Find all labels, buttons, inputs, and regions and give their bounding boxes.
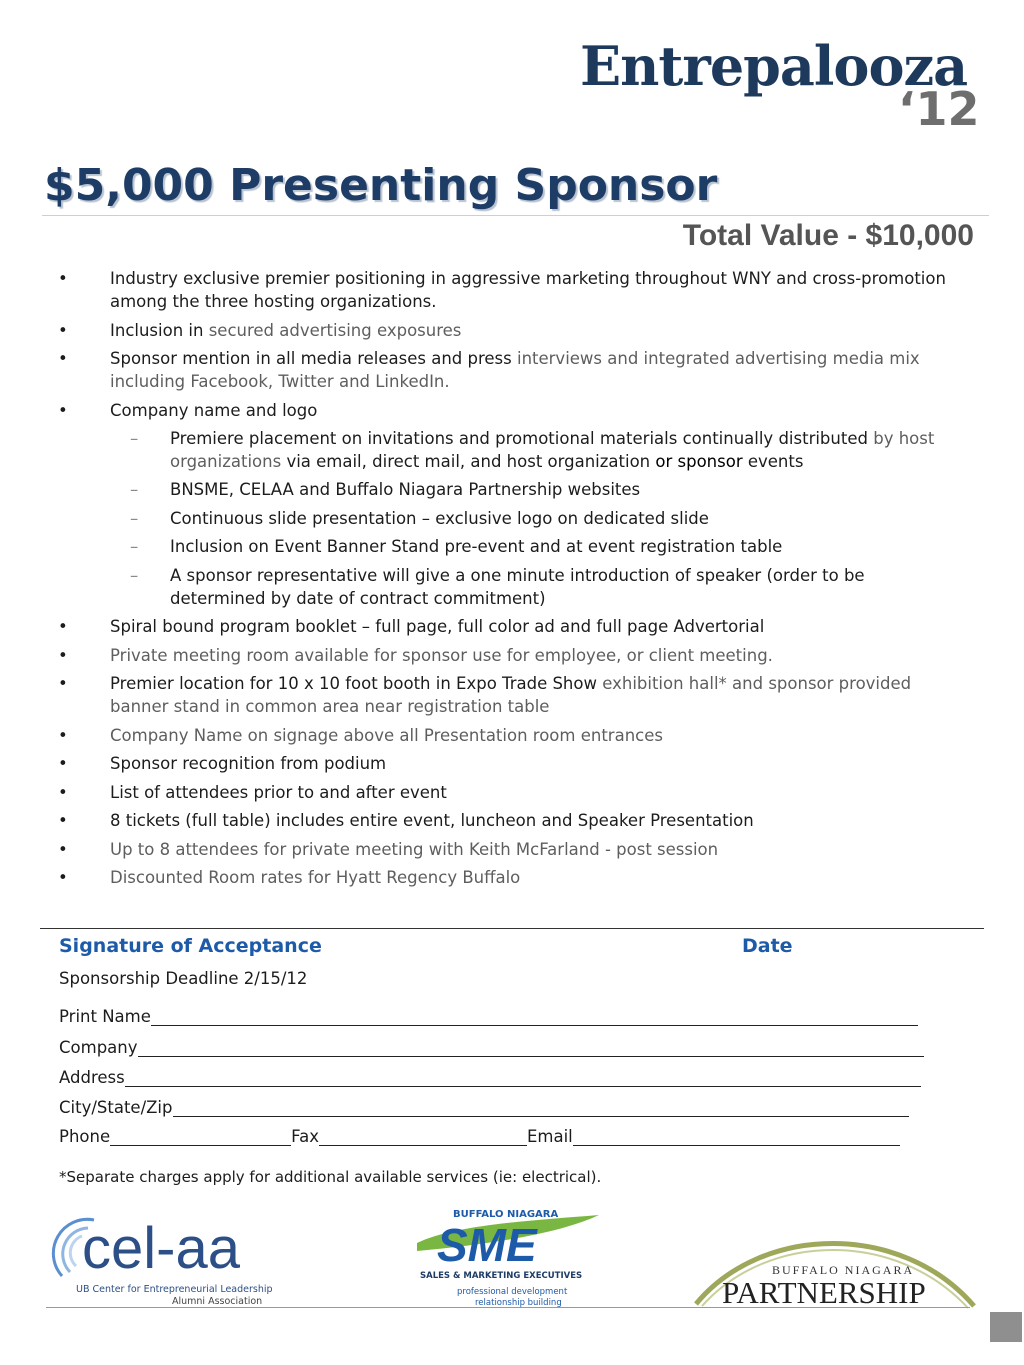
benefit-item xyxy=(58,866,958,889)
footnote: *Separate charges apply for additional available services (ie: electrical). xyxy=(59,1168,602,1186)
company-line[interactable] xyxy=(138,1038,924,1057)
benefit-text: via email, direct mail, and host organization xyxy=(286,451,656,471)
benefit-item xyxy=(58,644,958,667)
benefit-text: by host organizations xyxy=(170,428,935,471)
city-state-zip-line[interactable] xyxy=(173,1098,909,1117)
benefit-text: Industry exclusive premier positioning in aggressive marketing throughout WNY and cross-promotion among the three hosting organizations. xyxy=(110,269,946,311)
benefit-text: 8 tickets (full table) includes entire event, luncheon and Speaker Presentation xyxy=(110,811,754,830)
bullet-icon: • xyxy=(58,400,68,420)
brand-name: Entrepalooza xyxy=(580,34,968,98)
date-heading: Date xyxy=(742,935,793,957)
bullet-icon: • xyxy=(58,269,68,288)
bullet-icon: • xyxy=(58,320,68,340)
entrepalooza-logo xyxy=(580,34,1000,134)
footer-divider xyxy=(46,1307,970,1308)
dash-icon: – xyxy=(130,508,139,528)
benefit-text: Private meeting room available for sponsor use for employee, or client meeting. xyxy=(110,645,773,665)
bnp-top-text: BUFFALO NIAGARA xyxy=(772,1263,915,1277)
city-state-zip-field[interactable] xyxy=(59,1093,909,1117)
bullet-icon: • xyxy=(58,754,68,773)
benefit-text: Sponsor recognition from podium xyxy=(110,754,387,773)
celaa-name: cel-aa xyxy=(82,1216,240,1281)
benefit-item xyxy=(58,399,958,610)
sub-benefits-list xyxy=(110,427,958,610)
benefit-item xyxy=(58,615,958,638)
bullet-icon: • xyxy=(58,674,68,693)
benefit-text: Spiral bound program booklet – full page, full color ad and full page Advertorial xyxy=(110,617,765,636)
title-divider xyxy=(42,215,989,216)
bullet-icon: • xyxy=(58,645,68,665)
print-name-line[interactable] xyxy=(151,1007,918,1026)
benefit-text: Premier location for 10 x 10 foot booth in Expo Trade Show xyxy=(110,674,603,693)
brand-year: ‘12 xyxy=(898,82,980,136)
benefit-text: interviews and integrated advertising media mix including Facebook, Twitter and LinkedIn. xyxy=(110,349,920,391)
celaa-logo xyxy=(48,1212,278,1307)
benefit-text: Continuous slide presentation – exclusive logo on dedicated slide xyxy=(170,508,709,528)
bullet-icon: • xyxy=(58,868,68,887)
benefit-item xyxy=(58,319,958,342)
sub-benefit-item xyxy=(110,564,958,610)
email-label: Email xyxy=(526,1127,573,1146)
benefit-text: Company Name on signage above all Presentation room entrances xyxy=(110,725,663,745)
benefit-item xyxy=(58,267,958,313)
benefit-text: events xyxy=(742,451,804,471)
dash-icon: – xyxy=(130,428,139,448)
total-value: Total Value - $10,000 xyxy=(682,219,974,252)
email-line[interactable] xyxy=(573,1127,900,1146)
sub-benefit-item xyxy=(110,478,958,501)
bullet-icon: • xyxy=(58,839,68,859)
benefit-text: Discounted Room rates for Hyatt Regency Buffalo xyxy=(110,868,521,887)
benefit-text: exhibition hall* and sponsor provided banner stand in common area near registration table xyxy=(110,674,912,716)
dash-icon: – xyxy=(130,565,139,585)
benefit-item xyxy=(58,838,958,861)
sme-tagline-1: professional development xyxy=(457,1287,568,1297)
benefit-item xyxy=(58,781,958,804)
benefit-item xyxy=(58,347,958,393)
company-label: Company xyxy=(59,1038,138,1057)
benefits-list xyxy=(58,267,958,895)
benefit-text: Up to 8 attendees for private meeting with Keith McFarland - post session xyxy=(110,839,719,859)
signature-heading: Signature of Acceptance xyxy=(59,935,322,957)
benefit-text: List of attendees prior to and after event xyxy=(110,782,447,802)
dash-icon: – xyxy=(130,480,139,499)
benefit-text: secured advertising exposures xyxy=(208,320,462,340)
bnp-logo xyxy=(692,1222,982,1310)
corner-tab xyxy=(990,1312,1022,1342)
benefit-item xyxy=(58,724,958,747)
bnp-name: PARTNERSHIP xyxy=(722,1275,926,1310)
phone-label: Phone xyxy=(59,1127,111,1146)
sme-name: SME xyxy=(437,1219,537,1271)
sponsorship-deadline: Sponsorship Deadline 2/15/12 xyxy=(59,969,308,988)
benefit-text: BNSME, CELAA and Buffalo Niagara Partnership websites xyxy=(170,480,641,499)
benefit-text: Inclusion on Event Banner Stand pre-event and at event registration table xyxy=(170,537,783,556)
sme-tagline-2: relationship building xyxy=(475,1298,562,1308)
celaa-line1: UB Center for Entrepreneurial Leadership xyxy=(76,1284,273,1295)
page-title: $5,000 Presenting Sponsor xyxy=(44,160,718,211)
dash-icon: – xyxy=(130,537,139,556)
sme-top-text: BUFFALO NIAGARA xyxy=(453,1209,559,1220)
benefit-text: Premiere placement on invitations and promotional materials continually distributed xyxy=(170,428,874,448)
benefit-text: Sponsor mention in all media releases and press xyxy=(110,349,517,368)
benefit-text: or sponsor xyxy=(655,451,743,471)
address-label: Address xyxy=(59,1068,125,1087)
print-name-label: Print Name xyxy=(59,1007,151,1026)
fax-label: Fax xyxy=(291,1127,319,1146)
address-line[interactable] xyxy=(125,1068,921,1087)
sme-logo xyxy=(415,1207,605,1309)
phone-line[interactable] xyxy=(110,1127,291,1146)
contact-row xyxy=(59,1122,900,1146)
bullet-icon: • xyxy=(58,811,68,830)
print-name-field[interactable] xyxy=(59,1002,918,1026)
benefit-item xyxy=(58,809,958,832)
benefit-item xyxy=(58,752,958,775)
sub-benefit-item xyxy=(110,507,958,530)
city-state-zip-label: City/State/Zip xyxy=(59,1098,173,1117)
bullet-icon: • xyxy=(58,725,68,745)
fax-line[interactable] xyxy=(319,1127,527,1146)
bullet-icon: • xyxy=(58,782,68,802)
benefit-item xyxy=(58,672,958,718)
bullet-icon: • xyxy=(58,349,68,368)
company-field[interactable] xyxy=(59,1033,924,1057)
sub-benefit-item xyxy=(110,427,958,473)
benefit-text: Inclusion in xyxy=(110,320,209,340)
sme-subtitle: SALES & MARKETING EXECUTIVES xyxy=(420,1271,583,1281)
celaa-line2: Alumni Association xyxy=(172,1296,263,1307)
address-field[interactable] xyxy=(59,1063,921,1087)
section-divider xyxy=(40,928,984,929)
benefit-text: A sponsor representative will give a one minute introduction of speaker (order to be determined by date of contract commitment) xyxy=(170,565,865,608)
sub-benefit-item xyxy=(110,535,958,558)
benefit-text: Company name and logo xyxy=(110,400,318,420)
bullet-icon: • xyxy=(58,617,68,636)
